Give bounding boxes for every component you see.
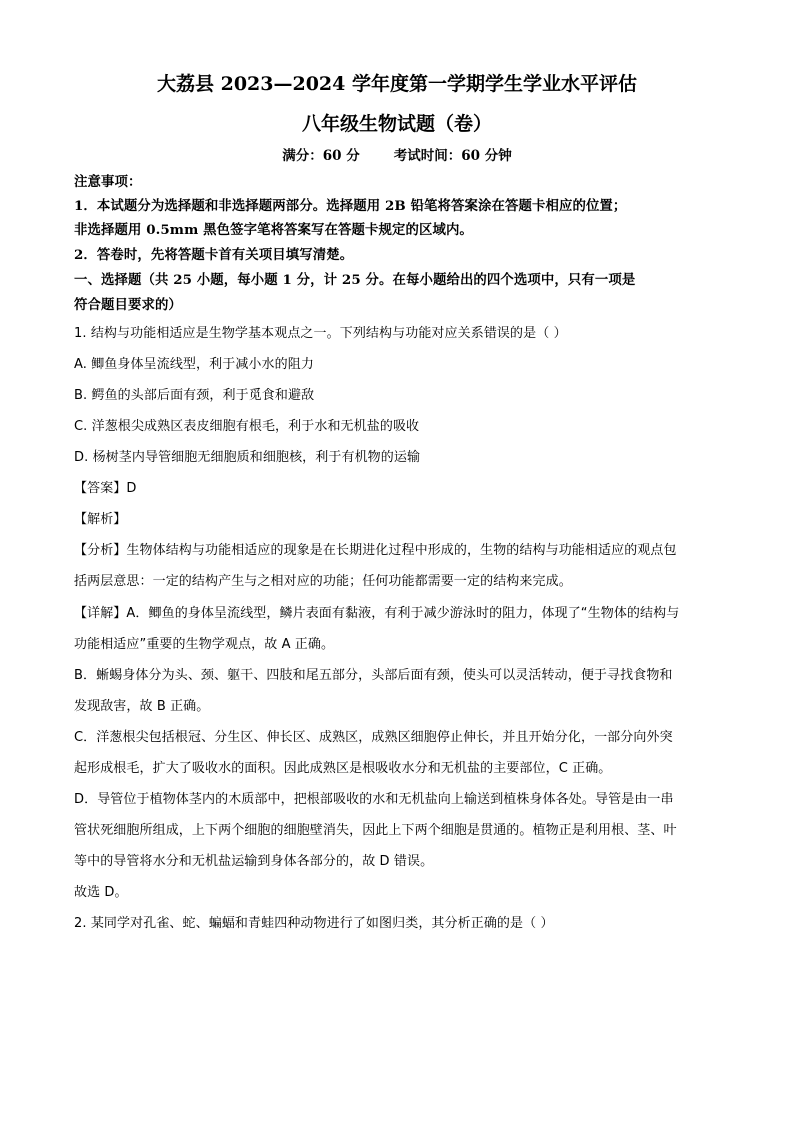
analysis-line: 【详解】A．鲫鱼的身体呈流线型，鳞片表面有黏液，有利于减少游泳时的阻力，体现了“生物体的结构与	[74, 606, 680, 621]
notes-heading: 注意事项：	[74, 174, 142, 190]
section-heading-line-2: 符合题目要求的）	[74, 297, 182, 313]
analysis-line: 发现敌害，故 B 正确。	[74, 699, 210, 714]
exam-meta	[0, 146, 794, 166]
analysis-line: 功能相适应”重要的生物学观点，故 A 正确。	[74, 637, 335, 652]
exam-subtitle: 八年级生物试题（卷）	[301, 113, 492, 135]
analysis-line: 括两层意思：一定的结构产生与之相对应的功能；任何功能都需要一定的结构来完成。	[74, 574, 572, 589]
analysis-line: 管状死细胞所组成，上下两个细胞的细胞壁消失，因此上下两个细胞是贯通的。植物正是利用根、茎、叶	[74, 823, 677, 838]
time-text: 考试时间：60 分钟	[393, 148, 512, 164]
answer-label: 【答案】D	[74, 481, 137, 496]
analysis-line: C．洋葱根尖包括根冠、分生区、伸长区、成熟区，成熟区细胞停止伸长，并且开始分化，一部分向外突	[74, 730, 673, 745]
section-heading-line-1: 一、选择题（共 25 小题，每小题 1 分，计 25 分。在每小题给出的四个选项中，只有一项是	[74, 272, 636, 288]
notes-item-1-line-1: 1．本试题分为选择题和非选择题两部分。选择题用 2B 铅笔将答案涂在答题卡相应的位置；	[74, 198, 627, 214]
analysis-tag: 【解析】	[74, 512, 127, 527]
question-1-stem: 1. 结构与功能相适应是生物学基本观点之一。下列结构与功能对应关系错误的是（ ）	[74, 326, 567, 341]
analysis-line: D．导管位于植物体茎内的木质部中，把根部吸收的水和无机盐向上输送到植株身体各处。导管是由一串	[74, 792, 674, 807]
score-text: 满分：60 分	[282, 148, 360, 164]
question-1-option-b: B. 鳄鱼的头部后面有颈，利于觅食和避敌	[74, 388, 315, 403]
exam-title: 大荔县 2023—2024 学年度第一学期学生学业水平评估	[157, 73, 637, 95]
notes-item-2: 2．答卷时，先将答题卡首有关项目填写清楚。	[74, 247, 354, 263]
analysis-line: 等中的导管将水分和无机盐运输到身体各部分的，故 D 错误。	[74, 854, 434, 869]
question-1-option-c: C. 洋葱根尖成熟区表皮细胞有根毛，利于水和无机盐的吸收	[74, 419, 420, 434]
question-1-option-d: D. 杨树茎内导管细胞无细胞质和细胞核，利于有机物的运输	[74, 450, 421, 465]
analysis-line: B．蜥蜴身体分为头、颈、躯干、四肢和尾五部分，头部后面有颈，使头可以灵活转动，便于寻找食物和	[74, 668, 673, 683]
notes-item-1-line-2: 非选择题用 0.5mm 黑色签字笔将答案写在答题卡规定的区域内。	[74, 222, 473, 238]
question-2-stem: 2. 某同学对孔雀、蛇、蝙蝠和青蛙四种动物进行了如图归类，其分析正确的是（ ）	[74, 916, 554, 931]
analysis-line: 故选 D。	[74, 885, 128, 900]
analysis-line: 【分析】生物体结构与功能相适应的现象是在长期进化过程中形成的，生物的结构与功能相适应的观点包	[74, 543, 677, 558]
question-1-option-a: A. 鲫鱼身体呈流线型，利于减小水的阻力	[74, 357, 314, 372]
analysis-line: 起形成根毛，扩大了吸收水的面积。因此成熟区是根吸收水分和无机盐的主要部位，C 正确。	[74, 761, 612, 776]
